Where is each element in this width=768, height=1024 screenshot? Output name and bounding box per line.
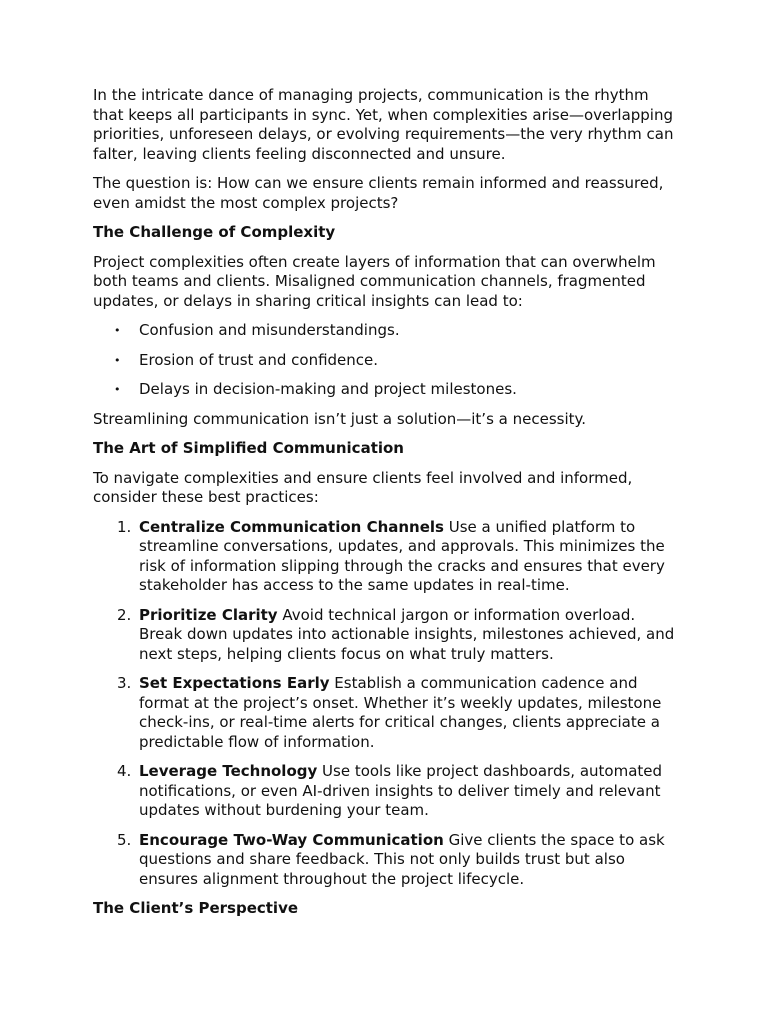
practice-title: Centralize Communication Channels [139,517,444,536]
list-number: 3. [117,674,132,692]
practice-title: Encourage Two-Way Communication [139,830,444,849]
bullet-icon: • [114,353,121,367]
document-page [93,86,683,929]
list-item-text: Delays in decision-making and project milestones. [139,380,517,398]
list-item [93,674,683,752]
bullet-icon: • [114,383,121,396]
challenge-heading: The Challenge of Complexity [93,223,336,241]
practice-text: Use tools like project dashboards, automated notifications, or even AI-driven insights to deliver timely and relevant updates without burdening your team. [139,762,663,819]
practice-text: Establish a communication cadence and format at the project’s onset. Whether it’s weekly updates, milestone check-ins, or real-time alerts for critical changes, clients appreciate a predictable flow of information. [139,674,662,751]
challenge-bullet-list [93,321,683,400]
practice-title: Leverage Technology [139,762,318,780]
list-item [93,321,683,341]
practice-title: Set Expectations Early [139,674,330,692]
perspective-heading: The Client’s Perspective [93,899,299,917]
list-item [93,518,683,596]
list-item [93,762,683,821]
art-intro-paragraph: To navigate complexities and ensure clients feel involved and informed, consider these best practices: [93,468,633,506]
challenge-paragraph: Project complexities often create layers of information that can overwhelm both teams and clients. Misaligned communication channels, fragmented updates, or delays in sharing critical insights can lead to: [93,252,656,310]
list-item [93,380,683,400]
bullet-icon: • [114,324,121,337]
practice-text: Avoid technical jargon or information overload. Break down updates into actionable insights, milestones achieved, and next steps, helping clients focus on what truly matters. [139,605,675,663]
art-heading: The Art of Simplified Communication [93,439,404,457]
list-item [93,831,683,890]
best-practices-list [93,518,683,890]
list-item-text: Confusion and misunderstandings. [139,321,400,339]
closing-paragraph: Streamlining communication isn’t just a solution—it’s a necessity. [93,409,587,428]
list-number: 5. [117,830,132,849]
list-number: 4. [117,762,132,780]
practice-text: Give clients the space to ask questions and share feedback. This not only builds trust but also ensures alignment throughout the project lifecycle. [139,830,665,888]
practice-text: Use a unified platform to streamline conversations, updates, and approvals. This minimizes the risk of information slipping through the cracks and ensures that every stakeholder has access to the same updates in real-time. [139,517,665,594]
list-item [93,351,683,371]
intro-paragraph: In the intricate dance of managing projects, communication is the rhythm that keeps all participants in sync. Yet, when complexities arise—overlapping priorities, unforeseen delays, or evolving requirements—the very rhythm can falter, leaving clients feeling disconnected and unsure. [93,86,674,163]
question-paragraph: The question is: How can we ensure clients remain informed and reassured, even amidst the most complex projects? [93,174,664,212]
list-item-text: Erosion of trust and confidence. [139,350,379,369]
list-item [93,606,683,665]
practice-title: Prioritize Clarity [139,605,278,624]
list-number: 2. [117,605,132,624]
list-number: 1. [117,517,132,536]
